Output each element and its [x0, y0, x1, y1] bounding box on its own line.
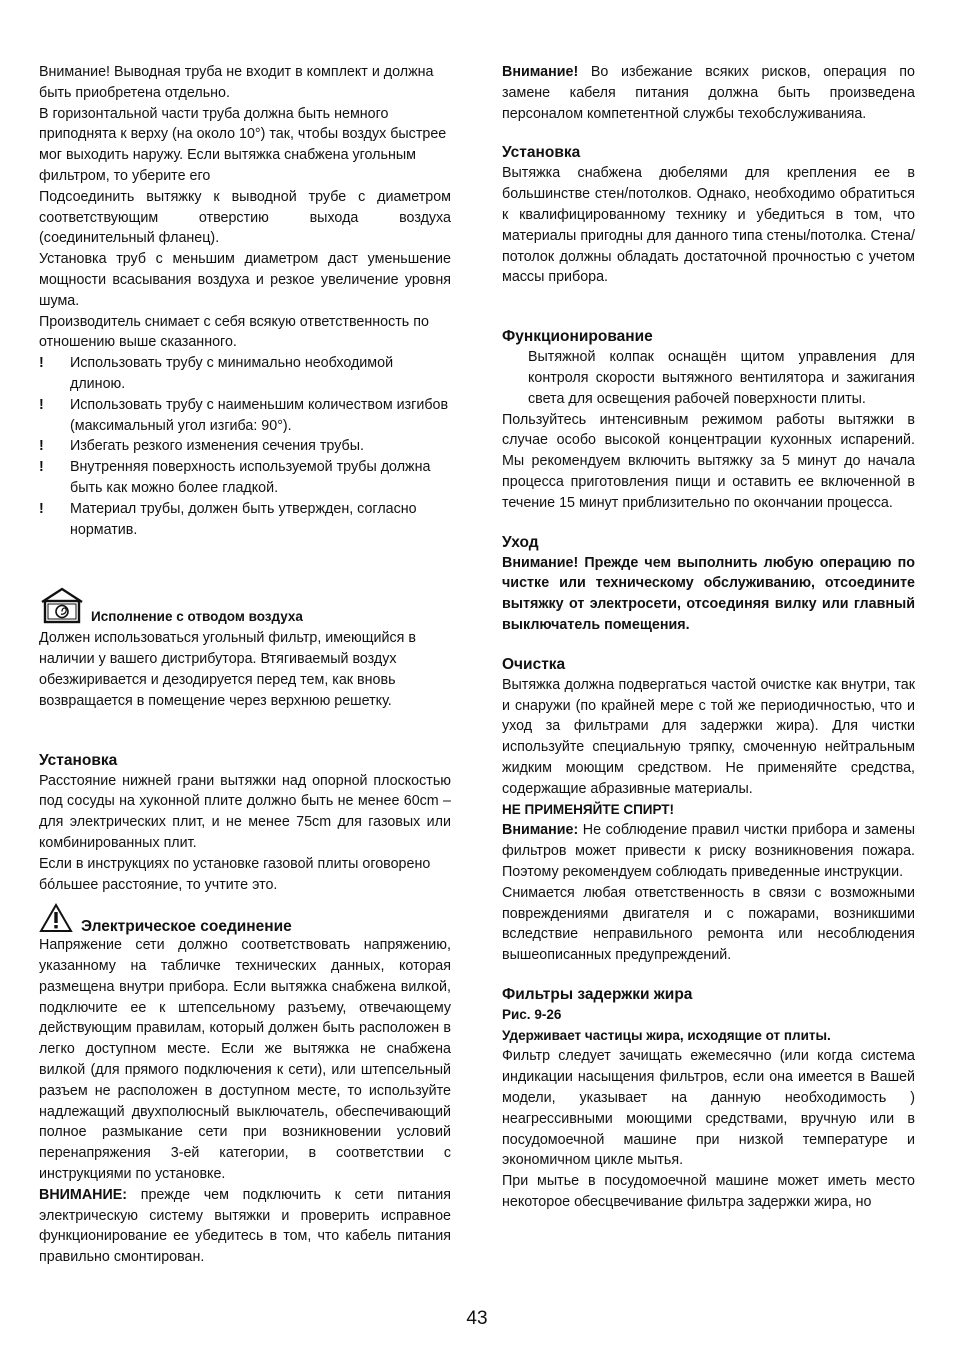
cleaning-heading: Очистка — [502, 655, 566, 673]
cleaning-liability: Снимается любая ответственность в связи с возможными повреждениями двигателя и с пожарами, возникшими вследствие неправильного ремонта или несоблюдения вышеописанных предупреждений. — [502, 884, 915, 964]
cleaning-text: Вытяжка должна подвергаться частой очистке как внутри, так и снаружи (по крайней мере с той же периодичностью, что и уход за фильтрами для задержки жира). Для чистки используйте специальную тряпку, смоченную нейтральным жидким моющим средством. Не применяйте средства, содержащие абразивные материалы. — [502, 676, 915, 797]
electrical-heading-row — [39, 903, 451, 936]
cable-warning: Внимание! Во избежание всяких рисков, операция по замене кабеля питания должна быть произведена персоналом компетентной службы техобслуживанияа. — [502, 64, 915, 122]
care-heading: Уход — [502, 533, 539, 551]
care-warning: Внимание! Прежде чем выполнить любую операцию по чистке или техническому обслуживанию, отсоедините вытяжку от электросети, отсоединяя вилку или главный выключатель помещения. — [502, 554, 915, 633]
install-heading-right: Установка — [502, 144, 581, 162]
filter-dishwasher-text: При мытье в посудомоечной машине может иметь место некоторое обесцвечивание фильтра задержки жира, но — [502, 1173, 915, 1211]
exhaust-pipe-note: Внимание! Выводная труба не входит в комплект и должна быть приобретена отдельно. — [39, 64, 434, 101]
electrical-warning: ВНИМАНИЕ: прежде чем подключить к сети питания электрическую систему вытяжки и проверить исправное функционирование ее убедитесь в том, что кабель питания правильно смонтирован. — [39, 1186, 451, 1266]
list-item: ! Внутренняя поверхность используемой трубы должна быть как можно более гладкой. — [39, 457, 451, 499]
operation-intensive-text: Пользуйтесь интенсивным режимом работы вытяжки в случае особо высокой концентрации кухонных испарений. Мы рекомендуем включить вытяжку за 5 минут до начала процесса приготовления пищи и оставить ее включенной в течение 15 минут приблизительно по окончании процесса. — [502, 411, 915, 511]
right-column — [502, 62, 915, 1213]
install-gas-text: Если в инструкциях по установке газовой плиты оговорено бóльшее расстояние, то учтите это. — [39, 855, 431, 893]
no-alcohol-warning: НЕ ПРИМЕНЯЙТЕ СПИРТ! — [502, 801, 675, 817]
exclamation-icon: ! — [39, 438, 44, 455]
exclamation-icon: ! — [39, 500, 44, 517]
electrical-heading: Электрическое соединение — [81, 918, 292, 936]
filter-subheading: Удерживает частицы жира, исходящие от плиты. — [502, 1027, 831, 1043]
exclamation-icon: ! — [39, 396, 44, 413]
install-anchors-text: Вытяжка снабжена дюбелями для крепления ее в большинстве стен/потолков. Однако, необходимо обратиться к квалифицированному технику и убедиться в том, что материалы пригодны для данного типа стены/потолка. Стена/потолок должны обладать достаточной прочностью с учетом массы прибора. — [502, 165, 915, 286]
recirculation-text: Должен использоваться угольный фильтр, имеющийся в наличии у вашего дистрибутора. Втягиваемый воздух обезжиривается и дезодируется перед тем, как вновь возвращается в помещение через верхнюю решетку. — [39, 630, 416, 709]
exclamation-icon: ! — [39, 355, 44, 372]
install-heading-left: Установка — [39, 751, 118, 769]
operation-control-text: Вытяжной колпак оснащён щитом управления для контроля скорости вытяжного вентилятора и зажигания света для освещения рабочей поверхности плиты. — [528, 349, 915, 407]
electrical-text: Напряжение сети должно соответствовать напряжению, указанному на табличке технических данных, которая размещена внутри прибора. Если вытяжка снабжена вилкой, подключите ее к штепсельному разъему, отвечающему действующим правилам, который должен быть расположен в легко доступном месте. Если же вытяжка не снабжена вилкой (для прямого подключения к сети), или штепсельный разъем не расположен в доступном месте, то используйте надлежащий двухполюсный выключатель, обеспечивающий полное размыкание сети при возникновении условий перенапряжения 3-ей категории, в соответствии с инструкциями по установке. — [39, 937, 451, 1183]
cleaning-warning: Внимание: Не соблюдение правил чистки прибора и замены фильтров может привести к риску возникновения пожара. Поэтому рекомендуем соблюдать приведенные инструкции. — [502, 822, 915, 880]
list-item: ! Использовать трубу с наименьшим количеством изгибов (максимальный угол изгиба: 90°). — [39, 395, 451, 437]
recirculation-house-icon — [39, 586, 85, 624]
exclamation-icon: ! — [39, 459, 44, 476]
list-item: ! Использовать трубу с минимально необходимой длиною. — [39, 353, 451, 395]
filter-cleaning-text: Фильтр следует зачищать ежемесячно (или когда система индикации насыщения фильтров, если она имеется в Вашей модели, указывает на данную необходимость ) неагрессивными моющими средствами, вручную или в посудомоечной машине при низкой температуре и экономичном цикле мытья. — [502, 1048, 915, 1169]
figure-reference: Рис. 9-26 — [502, 1006, 562, 1022]
warning-triangle-icon — [39, 903, 73, 933]
list-item: ! Избегать резкого изменения сечения трубы. — [39, 436, 451, 457]
page-number: 43 — [466, 1308, 488, 1329]
left-column — [39, 62, 451, 1268]
pipe-angle-text: В горизонтальной части труба должна быть немного приподнята к верху (на около 10°) так, чтобы воздух быстрее мог выходить наружу. Если вытяжка снабжена угольным фильтром, то уберите его — [39, 105, 447, 184]
install-distance-text: Расстояние нижней грани вытяжки над опорной плоскостью под сосуды на хуконной плите должно быть не менее 60cm – для электрических плит, и не менее 75cm для газовых или комбинированных плит. — [39, 772, 451, 851]
grease-filters-heading: Фильтры задержки жира — [502, 985, 693, 1003]
list-item: ! Материал трубы, должен быть утвержден, согласно норматив. — [39, 499, 451, 541]
operation-heading: Функционирование — [502, 328, 653, 346]
connect-pipe-text: Подсоединить вытяжку к выводной трубе с диаметром соответствующим отверстию выхода воздуха (соединительный фланец). — [39, 188, 451, 247]
recirculation-heading-row — [39, 586, 451, 624]
liability-text: Производитель снимает с себя всякую ответственность по отношению выше сказанного. — [39, 313, 429, 351]
smaller-pipe-text: Установка труб с меньшим диаметром даст уменьшение мощности всасывания воздуха и резкое увеличение уровня шума. — [39, 251, 451, 309]
pipe-bullet-list — [39, 353, 451, 540]
recirculation-heading: Исполнение с отводом воздуха — [91, 608, 303, 624]
